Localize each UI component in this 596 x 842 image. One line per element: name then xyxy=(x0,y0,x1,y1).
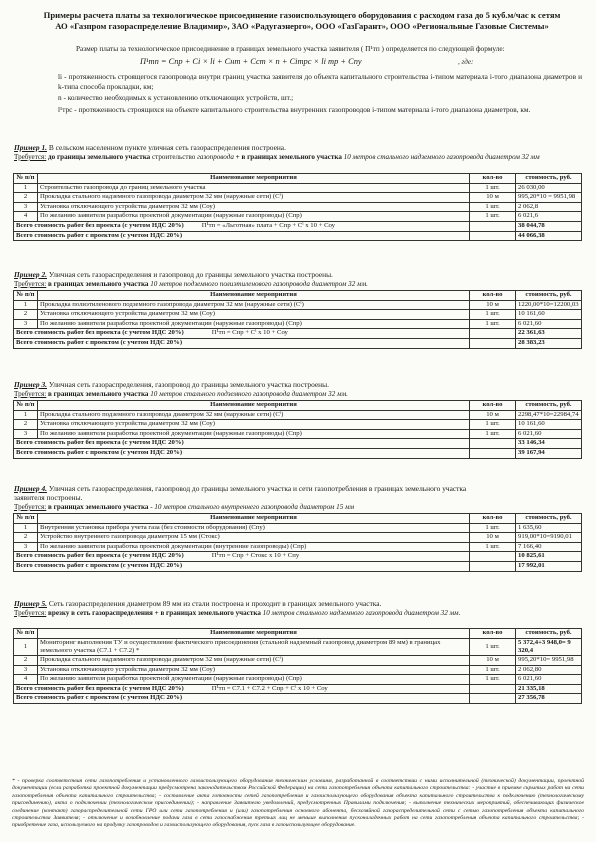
definition-ltrs: l¹трс - протяженность строящихся на объекте капитального строительства внутренних газопроводов i-типом материала i-того диапазона диаметров, км. xyxy=(58,105,531,114)
example-4-table xyxy=(13,513,582,572)
example-5-heading: Пример 5. Сеть газораспределения диаметром 89 мм из стали построена и проходит в границах земельного участка. xyxy=(14,599,382,608)
total-with-project-row: Всего стоимость работ с проектом (с учетом НДС 20%) 28 383,23 xyxy=(14,338,582,348)
total-without-project-row: Всего стоимость работ без проекта (с учетом НДС 20%) П¹тп = Спр + Стокс х 10 + Спу 10 825,61 xyxy=(14,552,582,562)
page-title: Примеры расчета платы за технологическое присоединение газоиспользующего оборудования с расходом газа до 5 куб.м/час к сетям АО «Газпром газораспределение Владимир», ЗАО «Радугаэнерго», ООО «ГазГарант», ООО «Региональные Газовые Системы» xyxy=(43,10,561,31)
table-row: 1 Прокладка стального подземного газопровода диаметром 32 мм (наружные сети) (Сⁱ) 10 м 2298,47*10=22984,74 xyxy=(14,410,582,420)
example-1-table xyxy=(13,173,582,241)
total-without-project-row: Всего стоимость работ без проекта (с учетом НДС 20%) П¹тп = Спр + Сⁱ х 10 + Соу 22 361,63 xyxy=(14,329,582,339)
table-row: 1 Прокладка полиэтиленового подземного газопровода диаметром 32 мм (наружные сети) (Сⁱ) 10 м 1220,00*10=12200,03 xyxy=(14,300,582,310)
table-row: 2 Установка отключающего устройства диаметром 32 мм (Соу) 1 шт. 10 161,60 xyxy=(14,420,582,430)
table-row: 2 Установка отключающего устройства диаметром 32 мм (Соу) 1 шт. 10 161,60 xyxy=(14,310,582,320)
example-1-heading: Пример 1. В сельском населенном пункте уличная сеть газораспределения построена. xyxy=(14,143,286,152)
example-2-heading: Пример 2. Уличная сеть газораспределения и газопровод до границы земельного участка построены. xyxy=(14,270,333,279)
total-with-project-row: Всего стоимость работ с проектом (с учетом НДС 20%) 17 992,01 xyxy=(14,561,582,571)
definition-n: n - количество необходимых к установлению отключающих устройств, шт.; xyxy=(58,93,294,102)
example-2-requirement: Требуется: в границах земельного участка 10 метров подземного полиэтиленового газопровода диаметром 32 мм. xyxy=(14,280,368,288)
formula: П¹тп = Спр + Сi × li + Снт + Сст × n + Сiтрс × li тр + Спу , где: xyxy=(140,57,474,66)
table-row: 2 Прокладка стального надземного газопровода диаметром 32 мм (наружные сети) (Сⁱ) 10 м 995,20*10 = 9951,98 xyxy=(14,193,582,203)
total-with-project-row: Всего стоимость работ с проектом (с учетом НДС 20%) 27 356,78 xyxy=(14,694,582,704)
table-header-row: № п/п Наименование мероприятия кол-во стоимость, руб. xyxy=(14,401,582,411)
table-header-row: № п/п Наименование мероприятия кол-во стоимость, руб. xyxy=(14,514,582,524)
example-4-requirement: Требуется: в границах земельного участка - 10 метров стального внутреннего газопровода диаметром 15 мм xyxy=(14,503,355,511)
intro-text: Размер платы за технологическое присоединение в границах земельного участка заявителя ( П¹тп ) определяется по следующей формуле: xyxy=(76,44,505,53)
example-3-heading: Пример 3. Уличная сеть газораспределения, газопровод до границы земельного участка построены. xyxy=(14,380,329,389)
table-row: 1 Внутренняя установка прибора учета газа (без стоимости оборудования) (Спу) 1 шт. 1 635,60 xyxy=(14,523,582,533)
table-row: 2 Устройство внутреннего газопровода диаметром 15 мм (Стокс) 10 м 919,00*10=9190,01 xyxy=(14,533,582,543)
example-3-table xyxy=(13,400,582,459)
example-1-requirement: Требуется: до границы земельного участка строительство газопровода + в границах земельного участка 10 метров стального надземного газопровода диаметром 32 мм xyxy=(14,153,540,161)
table-row: 1 Строительство газопровода до границ земельного участка 1 шт. 26 030,00 xyxy=(14,183,582,193)
total-without-project-row: Всего стоимость работ без проекта (с учетом НДС 20%) П¹тп = С7.1 + С7.2 + Спр + Сⁱ х 10 + Соу 21 335,18 xyxy=(14,684,582,694)
table-row: 4 По желанию заявителя разработка проектной документации (наружные газопроводы) (Спр) 1 шт. 6 021,60 xyxy=(14,675,582,685)
table-row: 1 Мониторинг выполнения ТУ и осуществление фактического присоединения (стальной надземный газопровод диаметром 89 мм) в границах земельного участка (С7.1 + С7.2) * 1 шт. 5 372,4+3 948,0= 9 320,4 xyxy=(14,638,582,655)
table-row: 3 Установка отключающего устройства диаметром 32 мм (Соу) 1 шт. 2 062,80 xyxy=(14,665,582,675)
total-without-project-row: Всего стоимость работ без проекта (с учетом НДС 20%) 33 146,34 xyxy=(14,439,582,449)
example-4-heading-cont: заявителя построены. xyxy=(14,493,83,502)
table-row: 2 Прокладка стального надземного газопровода диаметром 32 мм (наружные сети) (Сⁱ) 10 м 995,20*10= 9951,98 xyxy=(14,656,582,666)
table-header-row: № п/п Наименование мероприятия кол-во стоимость, руб. xyxy=(14,174,582,184)
footnote: * - проверка соответствия сети газопотребления и установленного газоиспользующего оборудования техническим условиям, разработанной в соответствии с ними исполнительной (технической) документации, проектной документации (если разработка проектной документации предусмотрена законодательством Российской Федерации) на сети газопотребления объекта капитального строительства: - участие в приемке скрытых работ на сети газопотребления объекта капитального строительства; - составление акта готовности сетей газопотребления и газоиспользующего оборудования объекта капитального строительства к подключению (технологическому присоединению), акта о подключении (технологическом присоединении); - направление Заявителю уведомлений, предусмотренных Правилами подключения; - выполнение технических мероприятий, обеспечивающих физическое соединение (контакт) газораспределительной сети ГРО или сети газопотребления и (или) газопотребления основного абонента, бесхозяйной газораспределительной сети с сетью газопотребления объекта капитального строительства Заявителя; - отключение и возобновление подачи газа в сети газоснабжения третьих лиц не меньше выполнения пусконаладочных работ на сети газопотребления объекта капитального строительства; - приобретение газа, используемого на продувку газопроводов и газоиспользующего оборудования, пуск газа в газоиспользующее оборудование. xyxy=(12,778,584,829)
definition-li: li - протяженность строящегося газопровода внутри границ участка заявителя до объекта капитального строительства i-типом материала i-того диапазона диаметров и k-типа способа прокладки, км; xyxy=(58,72,582,91)
example-3-requirement: Требуется: в границах земельного участка 10 метров стального подземного газопровода диаметром 32 мм. xyxy=(14,390,348,398)
example-2-table xyxy=(13,290,582,349)
total-with-project-row: Всего стоимость работ с проектом (с учетом НДС 20%) 39 167,94 xyxy=(14,448,582,458)
total-without-project-row: Всего стоимость работ без проекта (с учетом НДС 20%) П¹тп = «Льготная» плата + Спр + Сⁱ х 10 + Соу 38 044,78 xyxy=(14,221,582,231)
table-row: 3 Установка отключающего устройства диаметром 32 мм (Соу) 1 шт. 2 062,8 xyxy=(14,202,582,212)
total-with-project-row: Всего стоимость работ с проектом (с учетом НДС 20%) 44 066,38 xyxy=(14,231,582,241)
table-row: 4 По желанию заявителя разработка проектной документации (наружные газопроводы) (Спр) 1 шт. 6 021,6 xyxy=(14,212,582,222)
table-row: 3 По желанию заявителя разработка проектной документации (наружные газопроводы) (Спр) 1 шт. 6 021,60 xyxy=(14,429,582,439)
example-5-table xyxy=(13,628,582,704)
example-4-heading: Пример 4. Уличная сеть газораспределения, газопровод до границы земельного участка и сети газопотребления в границах земельного участка xyxy=(14,484,467,493)
table-row: 3 По желанию заявителя разработка проектной документации (внутренние газопроводы) (Спр) 1 шт. 7 166,40 xyxy=(14,542,582,552)
table-header-row: № п/п Наименование мероприятия кол-во стоимость, руб. xyxy=(14,629,582,639)
table-header-row: № п/п Наименование мероприятия кол-во стоимость, руб. xyxy=(14,291,582,301)
example-5-requirement: Требуется: врезку в сеть газораспределения + в границах земельного участка 10 метров стального надземного газопровода диаметром 32 мм. xyxy=(14,609,461,617)
table-row: 3 По желанию заявителя разработка проектной документации (наружные газопроводы) (Спр) 1 шт. 6 021,60 xyxy=(14,319,582,329)
